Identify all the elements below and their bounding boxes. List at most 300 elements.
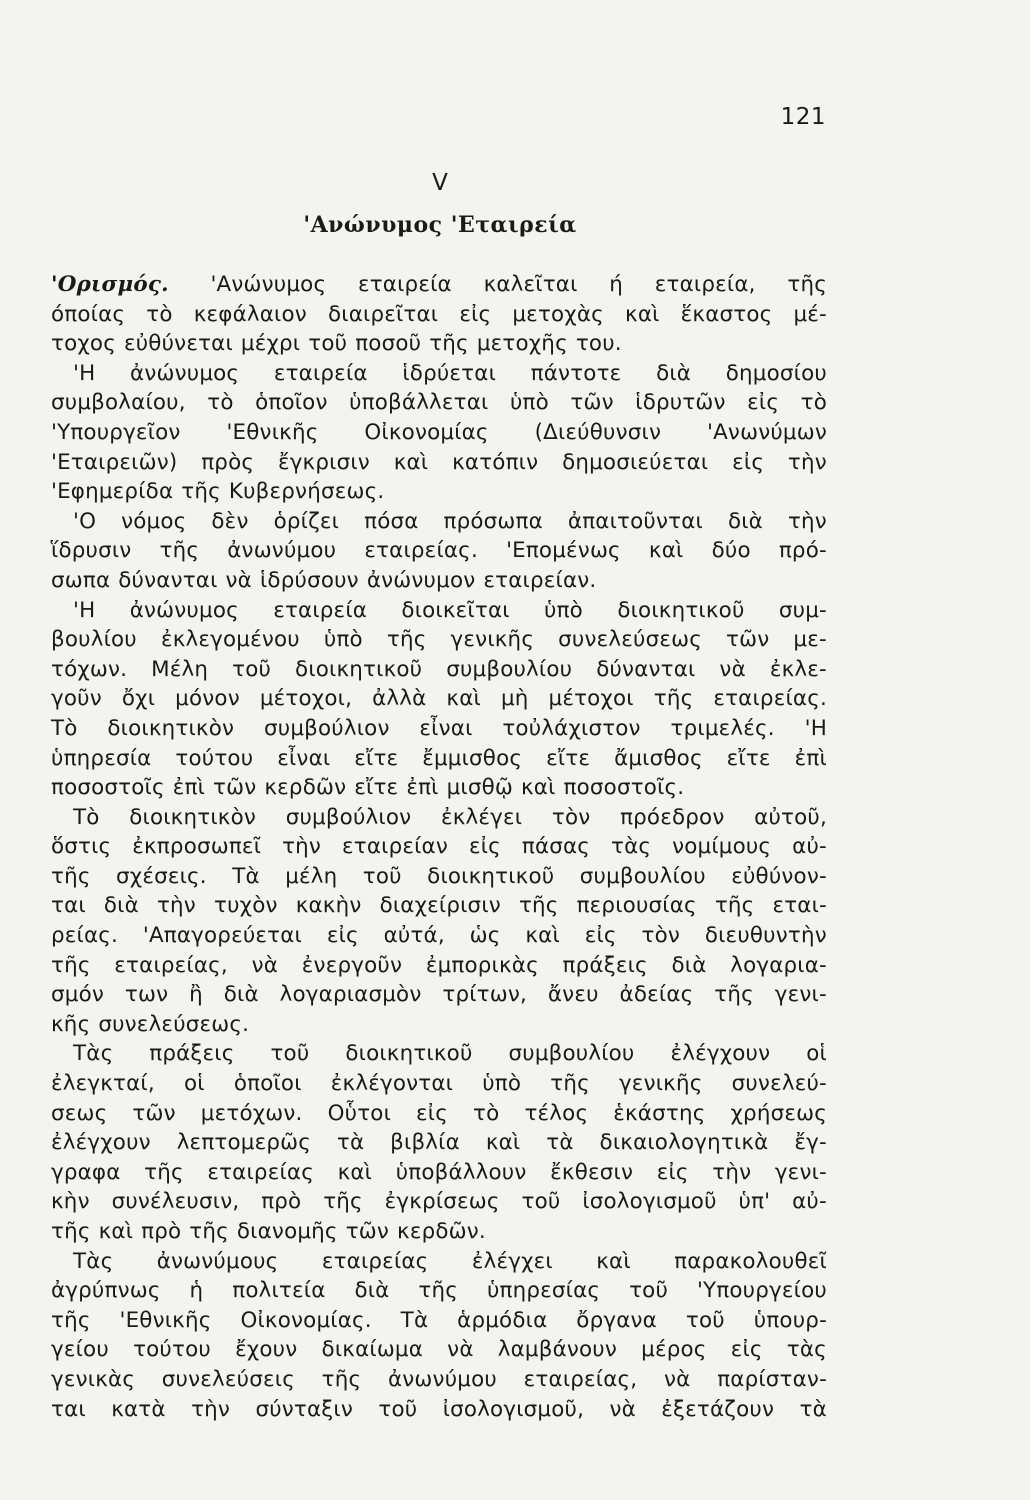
word: ποσοστοῖς.	[563, 775, 685, 801]
word: ὁρίζει	[273, 508, 340, 534]
text-line	[51, 566, 827, 596]
word: συμβουλίου	[508, 1041, 635, 1067]
word: σμόν	[51, 982, 105, 1008]
word: όποίας	[51, 301, 126, 327]
word: ἐπὶ	[794, 745, 827, 771]
word: πάντοτε	[530, 360, 622, 386]
word: ποσοστοῖς	[51, 775, 165, 801]
word: μετοχὰς	[512, 301, 604, 327]
word: τῶν	[570, 390, 614, 416]
text-line	[51, 1128, 827, 1158]
word: γενικὰς	[51, 1366, 136, 1392]
word: εἴτε	[354, 775, 399, 801]
word: Οἰκονομίας.	[240, 1307, 372, 1333]
word: ὑπηρεσία	[51, 745, 152, 771]
word: μέτοχοι	[548, 686, 634, 712]
word: βιβλία	[390, 1130, 460, 1156]
word: τοῦ	[308, 331, 348, 357]
word: δημοσιεύεται	[562, 449, 709, 475]
word: τῆς	[144, 1159, 184, 1185]
word: διὰ	[727, 508, 763, 534]
word: τὴν	[191, 1396, 231, 1422]
word: λαμβάνουν	[497, 1337, 618, 1363]
word: εἰς	[459, 301, 492, 327]
word: νὰ	[719, 656, 746, 682]
word: τῆς	[51, 1219, 91, 1244]
word: δικαιολογητικὰ	[599, 1130, 769, 1156]
word: εταιρεία	[357, 272, 452, 297]
word: ἀλλὰ	[372, 686, 427, 712]
word: εταιρεία,	[654, 272, 756, 297]
word: διαιρεῖται	[327, 301, 439, 327]
word: συμβούλιον	[264, 715, 390, 741]
word: τὰς	[611, 834, 652, 860]
word: τῶν	[213, 775, 257, 801]
word: ὁποῖον	[255, 390, 328, 416]
word: διοικητικοῦ	[427, 863, 555, 889]
word: τῆς	[418, 1278, 458, 1304]
word: τῆς	[714, 982, 754, 1008]
word: ἔκθεσιν	[550, 1159, 634, 1185]
word: διὰ	[671, 952, 707, 978]
word: μέλη	[285, 863, 338, 889]
word: ἐλέγχει	[471, 1248, 553, 1274]
word: ἐκλε-	[769, 656, 827, 682]
word: Τὰ	[232, 863, 260, 889]
word: τῶν	[132, 1100, 176, 1126]
word: 'Υπουργεῖον	[51, 419, 181, 445]
word: 'Ανώνυμος	[210, 272, 327, 297]
word: συνελεύ-	[731, 1071, 827, 1097]
word: ἀνώνυμος	[129, 597, 239, 623]
word: ἀνώνυμος	[130, 360, 240, 386]
word: ὑποβάλλουν	[395, 1159, 527, 1185]
word: ἱδρύσουν	[259, 567, 359, 593]
word: τούτου	[175, 745, 254, 771]
word: νὰ	[251, 952, 279, 978]
text-line	[51, 477, 827, 507]
word: τῆς	[51, 1307, 91, 1333]
word: ἑκάστης	[613, 1100, 706, 1126]
word: διοικητικοῦ	[617, 597, 745, 623]
word: τῆς	[787, 272, 827, 297]
word: εταιρείαν.	[483, 567, 597, 593]
word: ἐκλεγομένου	[160, 627, 300, 653]
word: πρὸς	[201, 449, 255, 475]
word: τόχων.	[51, 656, 128, 682]
word: αὐ-	[792, 834, 827, 860]
text-line	[51, 300, 827, 330]
word: νὰ	[225, 567, 252, 593]
word: ἔγκρισιν	[277, 449, 370, 475]
word: βουλίου	[51, 627, 137, 653]
word: εἶναι	[419, 715, 473, 741]
word: τὰ	[546, 1130, 574, 1156]
word: τῆς	[386, 627, 427, 653]
word: τοῦ	[521, 1189, 561, 1215]
word: τὸν	[551, 804, 591, 830]
word: 'Εταιρειῶν)	[51, 449, 178, 475]
text-line	[51, 625, 827, 655]
word: παρακολουθεῖ	[674, 1248, 827, 1274]
word: Τὰς	[73, 1248, 114, 1274]
word: καὶ	[393, 449, 429, 475]
word: διὰ	[223, 982, 259, 1008]
word: εἰς	[468, 834, 501, 860]
word: νὰ	[609, 1396, 636, 1422]
word: ἀνώνυμον	[366, 567, 476, 593]
word: εταιρείας.	[713, 686, 827, 712]
word: Μέλη	[151, 656, 209, 682]
word: μὴ	[500, 686, 529, 712]
text-line	[51, 921, 827, 951]
text-line	[51, 270, 827, 300]
text-line	[51, 448, 827, 478]
word: τῆς	[323, 1189, 363, 1215]
word: ἐλέγχουν	[51, 1130, 151, 1156]
word: εὐθύνεται	[123, 331, 233, 357]
word: αὐ-	[792, 1189, 827, 1215]
word: 'Εφημερίδα	[51, 479, 174, 505]
word: ἁρμόδια	[457, 1307, 548, 1333]
word: ρείας.	[51, 923, 119, 949]
word: τῆς	[321, 1366, 362, 1392]
word: κὴν	[51, 1189, 90, 1215]
word: τὴν	[787, 449, 827, 475]
word: εταιρείας	[207, 1159, 314, 1185]
word: τούτου	[133, 1337, 211, 1363]
text-line	[51, 359, 827, 389]
text-line	[51, 803, 827, 833]
word: εταιρείαν	[342, 834, 449, 860]
word: δύο	[711, 538, 751, 564]
word: κατὰ	[111, 1396, 166, 1422]
word: καὶ	[485, 1130, 521, 1156]
word: σεως	[51, 1100, 108, 1126]
text-line	[51, 655, 827, 685]
word: κῆς	[51, 1011, 91, 1037]
word: τὰς	[786, 1337, 827, 1363]
word: 'Απαγορεύεται	[142, 923, 302, 949]
word: εἰς	[730, 1337, 763, 1363]
word: μισθῷ	[446, 775, 513, 801]
word: Τὸ	[73, 804, 100, 830]
word: τὴν	[282, 834, 322, 860]
word: ποσοῦ	[355, 331, 422, 357]
word: κερδῶν	[264, 775, 347, 801]
text-line	[51, 832, 827, 862]
word: μέτοχοι,	[259, 686, 353, 712]
word: συμβολαίου,	[51, 390, 186, 416]
word: εἶναι	[277, 745, 331, 771]
word: ἐνεργοῦν	[301, 952, 403, 978]
word: γενικῆς	[618, 1071, 703, 1097]
word: ὡς	[469, 923, 501, 949]
word: μέ-	[793, 301, 827, 327]
word: τὰ	[799, 1396, 827, 1422]
word: γοῦν	[51, 686, 102, 712]
word: ἕκαστος	[680, 301, 773, 327]
word: τῆς	[653, 686, 694, 712]
chapter-title: 'Ανώνυμος 'Εταιρεία	[303, 212, 577, 238]
word: μετόχων.	[200, 1100, 303, 1126]
word: 'Ο	[73, 508, 97, 534]
word: νὰ	[664, 1366, 691, 1392]
word: ἰσολογισμοῦ	[582, 1189, 717, 1215]
word: εὐθύνον-	[731, 863, 827, 889]
word: τῆς	[181, 479, 221, 505]
text-line	[51, 684, 827, 714]
text-line	[51, 536, 827, 566]
word: ἐπὶ	[406, 775, 439, 801]
word: πρὸ	[141, 1219, 182, 1244]
word: τῆς	[159, 538, 200, 564]
word: τῶν	[345, 1219, 390, 1244]
word: πράξεις	[149, 1041, 235, 1067]
word: καὶ	[521, 775, 556, 801]
text-line	[51, 1335, 827, 1365]
word: πρό-	[778, 538, 827, 564]
word: δημοσίου	[725, 360, 827, 386]
word: εἰς	[656, 1159, 689, 1185]
word: αὐτά,	[383, 923, 445, 949]
word: 'Υπουργείου	[696, 1278, 827, 1304]
word: διευθυντὴν	[704, 923, 827, 949]
word: ται	[51, 1396, 86, 1422]
word: τὸ	[207, 390, 234, 416]
word: συμ-	[778, 597, 827, 623]
word: ὑπὸ	[509, 390, 549, 416]
word: μέχρι	[240, 331, 301, 357]
word: δικαίωμα	[321, 1337, 424, 1363]
word: 'Επομένως	[506, 538, 621, 564]
word: ἐκλέγονται	[330, 1071, 454, 1097]
word: πρόσωπα	[443, 508, 543, 534]
word: διὰ	[354, 1278, 390, 1304]
word: εται-	[772, 893, 827, 919]
word: ἀνωνύμους	[156, 1248, 279, 1274]
word: αὐτοῦ,	[754, 804, 827, 830]
word: τοὐλάχιστον	[502, 715, 641, 741]
word: ἡ	[189, 1278, 204, 1304]
chapter-numeral: V	[432, 170, 448, 196]
word: καλεῖται	[483, 272, 578, 297]
word: (Διεύθυνσιν	[534, 419, 662, 445]
word: ὑπὸ	[482, 1071, 522, 1097]
word: συμβούλιον	[285, 804, 412, 830]
word: συνελεύσεως	[558, 627, 702, 653]
word: του.	[575, 331, 622, 357]
text-line	[51, 714, 827, 744]
word: ἱδρύεται	[402, 360, 497, 386]
text-line	[51, 1306, 827, 1336]
word: εταιρείας,	[523, 1366, 638, 1392]
word: συνελεύσεις	[161, 1366, 295, 1392]
word: ἱδρυτῶν	[635, 390, 726, 416]
word: σωπα	[51, 567, 111, 593]
text-line	[51, 1247, 827, 1277]
word: εταιρείας	[321, 1248, 429, 1274]
text-line	[51, 773, 827, 803]
word: ἀδείας	[619, 982, 694, 1008]
word: τῆς	[51, 863, 91, 889]
word: τοῦ	[362, 863, 402, 889]
word: διὰ	[103, 893, 139, 919]
word: τοχος	[51, 331, 116, 357]
word: εἰς	[747, 390, 780, 416]
word: καὶ	[625, 301, 660, 327]
word: δὲν	[211, 508, 249, 534]
word: λογαριασμὸν	[279, 982, 422, 1008]
word: γενικῆς	[450, 627, 535, 653]
word: ὑπὸ	[544, 597, 583, 623]
word: ἐμπορικὰς	[425, 952, 539, 978]
word: Κυβερνήσεως.	[228, 479, 385, 505]
word: συνέλευσιν,	[111, 1189, 240, 1215]
word: ἀνωνύμου	[387, 1366, 497, 1392]
word: εταιρεία	[273, 597, 368, 623]
word: ἐκπροσωπεῖ	[132, 834, 262, 860]
word: εταιρείας.	[364, 538, 478, 564]
word: δύνανται	[118, 567, 218, 593]
text-line	[51, 1158, 827, 1188]
word: κερδῶν.	[397, 1219, 486, 1244]
word: Οἰκονομίας	[364, 419, 489, 445]
word: Τὰ	[400, 1307, 429, 1333]
word: 'Η	[73, 597, 96, 623]
word: τῆς	[51, 952, 91, 978]
word: με-	[793, 627, 827, 653]
word: λεπτομερῶς	[176, 1130, 311, 1156]
word: 'Εθνικῆς	[226, 419, 319, 445]
word: εἴτε	[354, 745, 399, 771]
text-line	[51, 507, 827, 537]
word: διοικητικοῦ	[345, 1041, 473, 1067]
text-line	[51, 1099, 827, 1129]
word: ὁποῖοι	[233, 1071, 302, 1097]
word: ἀγρύπνως	[51, 1278, 161, 1304]
word: διοικητικὸν	[107, 715, 235, 741]
word: των	[124, 982, 169, 1008]
word: σχέσεις.	[116, 863, 207, 889]
word: ἐξετάζουν	[661, 1396, 775, 1422]
word: κακὴν	[295, 893, 362, 919]
word: ὅστις	[51, 834, 112, 860]
word: σύνταξιν	[255, 1396, 354, 1422]
word: εταιρείας,	[114, 952, 228, 978]
word: ὑπηρεσίας	[486, 1278, 601, 1304]
word: εἰς	[326, 923, 359, 949]
word: τῆς	[518, 893, 559, 919]
word: διὰ	[656, 360, 692, 386]
word: τὸ	[146, 301, 173, 327]
word: εἰς	[732, 449, 765, 475]
word: τυχὸν	[213, 893, 278, 919]
text-line	[51, 1039, 827, 1069]
word: λογαρια-	[730, 952, 827, 978]
word: τὴν	[712, 1159, 752, 1185]
word: Τὰς	[73, 1041, 114, 1067]
word: περιουσίας	[576, 893, 697, 919]
word: μόνον	[175, 686, 240, 712]
word: νόμος	[121, 508, 187, 534]
text-line	[51, 744, 827, 774]
word: μέρος	[641, 1337, 707, 1363]
word: ή	[609, 272, 624, 297]
page-number: 121	[780, 104, 826, 130]
word: τὰ	[336, 1130, 365, 1156]
word: Τὸ	[51, 715, 78, 741]
word: καὶ	[337, 1159, 373, 1185]
word: καὶ	[596, 1248, 631, 1274]
word: ἐλεγκταί,	[51, 1071, 155, 1097]
word: τὸν	[641, 923, 681, 949]
word: τοῦ	[629, 1278, 669, 1304]
word: ἔγ-	[794, 1130, 827, 1156]
text-line	[51, 388, 827, 418]
word: πράξεις	[562, 952, 648, 978]
word: τοῦ	[270, 1041, 310, 1067]
word: τριμελές.	[670, 715, 775, 741]
word: κατόπιν	[452, 449, 539, 475]
body-text	[51, 270, 827, 1424]
text-line	[51, 418, 827, 448]
word: χρήσεως	[730, 1100, 827, 1126]
word: ὑπὸ	[323, 627, 363, 653]
word: ἐκλέγει	[440, 804, 523, 830]
word: ἔχουν	[235, 1337, 298, 1363]
word: πολιτεία	[232, 1278, 326, 1304]
text-line	[51, 1069, 827, 1099]
text-line	[51, 980, 827, 1010]
word: γενι-	[774, 982, 827, 1008]
text-line	[51, 1010, 827, 1040]
word: 'Η	[804, 715, 827, 741]
text-line	[51, 1365, 827, 1395]
word: τὸ	[473, 1100, 500, 1126]
word: οἱ	[806, 1041, 827, 1067]
word: κεφάλαιον	[193, 301, 307, 327]
word: ἐπὶ	[172, 775, 206, 801]
word: διοικεῖται	[401, 597, 510, 623]
word: καὶ	[446, 686, 481, 712]
word: 'Ανωνύμων	[707, 419, 827, 445]
word: νομίμους	[672, 834, 772, 860]
text-line	[51, 891, 827, 921]
text-line	[51, 1187, 827, 1217]
word: δύνανται	[596, 656, 696, 682]
text-line	[51, 1217, 827, 1247]
word: εἰς	[584, 923, 617, 949]
word: ἔμμισθος	[422, 745, 523, 771]
text-line	[51, 1395, 827, 1425]
word: ἐλέγχουν	[670, 1041, 771, 1067]
word: 'Η	[73, 360, 96, 386]
word: τῆς	[189, 1219, 229, 1244]
word: ὑπουρ-	[753, 1307, 827, 1333]
definition-term: 'Ορισμός.	[51, 272, 169, 297]
word: πρὸ	[261, 1189, 302, 1215]
word: ἐγκρίσεως	[384, 1189, 500, 1215]
word: τὸ	[800, 390, 827, 416]
word: καὶ	[525, 923, 560, 949]
word: 'Εθνικῆς	[119, 1307, 212, 1333]
word: γενι-	[774, 1159, 827, 1185]
word: διανομῆς	[236, 1219, 338, 1244]
word: τοῦ	[685, 1307, 725, 1333]
text-line	[51, 862, 827, 892]
word: ὄργανα	[576, 1307, 657, 1333]
